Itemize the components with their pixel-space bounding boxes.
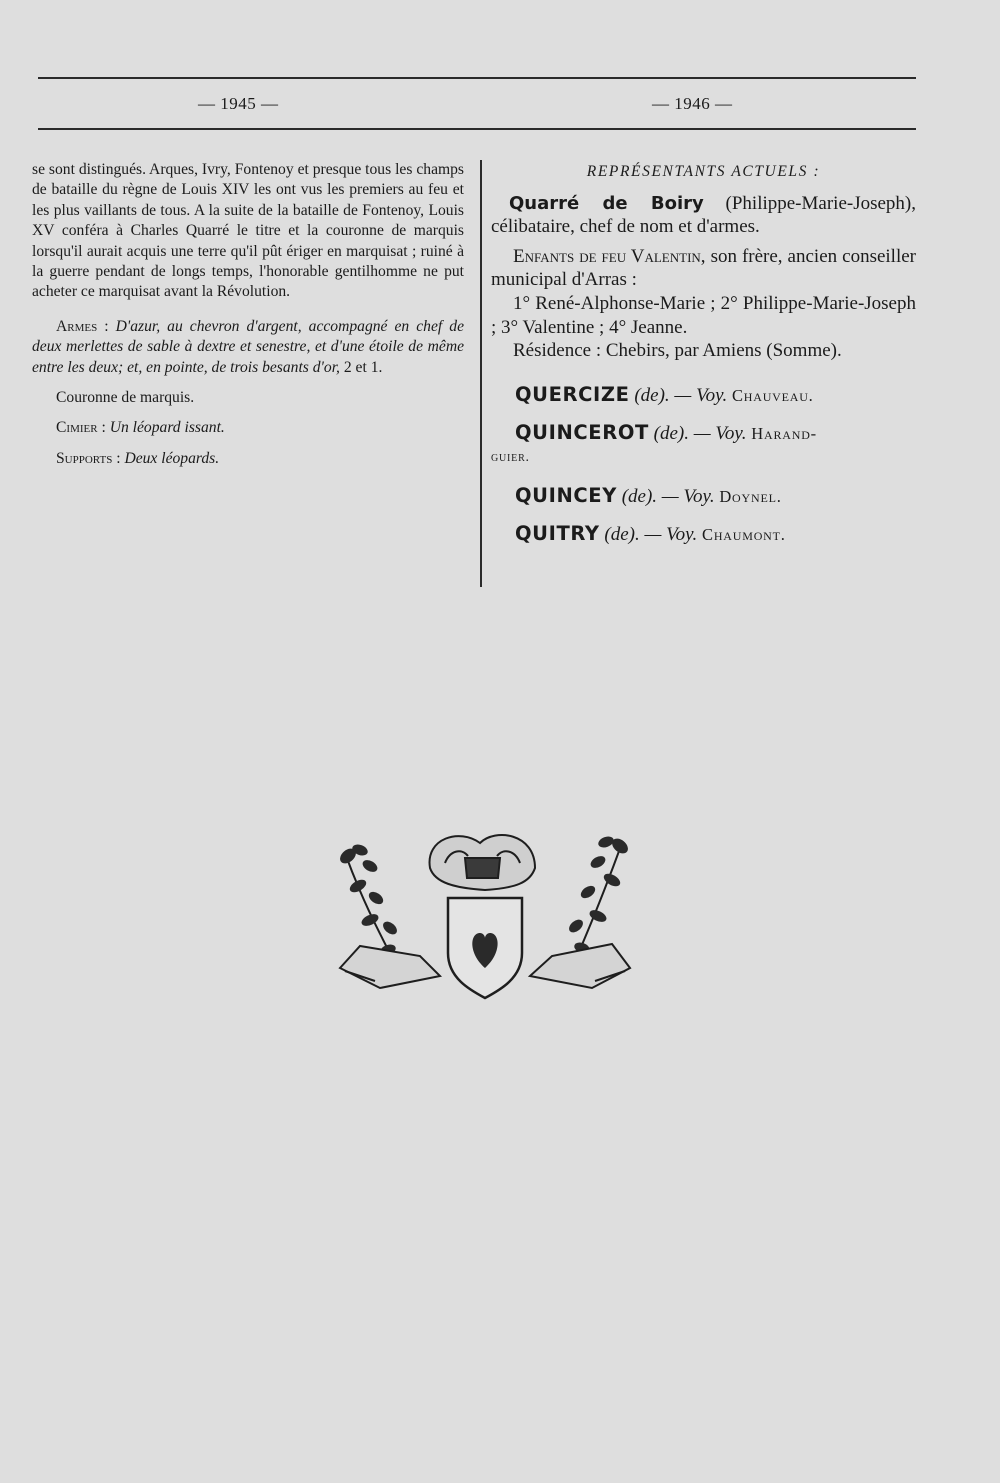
left-page-number: — 1945 —	[198, 94, 279, 113]
xref-quincey	[491, 484, 916, 509]
xref-quincerot-continuation: guier.	[491, 449, 530, 465]
column-divider	[480, 160, 482, 587]
armes-paragraph: Armes : D'azur, au chevron d'argent, accompagné en chef de deux merlettes de sable à dextre et senestre, et d'une étoile de même entre les deux; et, en pointe, de trois besants d'or, 2 et 1.	[32, 317, 464, 376]
children-entry	[491, 245, 916, 292]
xref-name: QUITRY	[515, 522, 600, 546]
xref-voy: — Voy.	[693, 423, 747, 445]
cimier-text: Un léopard issant.	[109, 419, 225, 437]
coat-of-arms-vignette	[330, 828, 640, 1008]
children-list: 1° René-Alphonse-Marie ; 2° Philippe-Marie-Joseph ; 3° Valentine ; 4° Jeanne.	[491, 292, 916, 338]
armes-blazon: D'azur, au chevron d'argent, accompagné en chef de deux merlettes de sable à dextre et senestre, et d'une étoile de même entre les deux; et, en pointe, de trois besants d'or,	[32, 317, 464, 376]
representatives-heading: REPRÉSENTANTS ACTUELS :	[586, 163, 821, 180]
header-rule-top	[38, 77, 916, 79]
xref-name: QUINCEROT	[515, 421, 649, 445]
right-leaves	[567, 835, 631, 956]
xref-target: Chaumont.	[702, 525, 786, 545]
xref-target: Doynel.	[719, 486, 782, 506]
xref-quitry	[491, 522, 916, 547]
supports-line: Supports : Deux léopards.	[56, 449, 220, 467]
xref-quercize	[491, 383, 916, 408]
cimier-label: Cimier	[56, 419, 98, 437]
supports-label: Supports	[56, 449, 113, 467]
children-intro: son frère, ancien conseiller municipal d'Arras :	[491, 245, 916, 291]
right-page-number: — 1946 —	[652, 94, 733, 113]
xref-quincerot	[491, 421, 916, 446]
armes-label: Armes	[56, 317, 98, 335]
header-rule-bottom	[38, 128, 916, 130]
children-label: Enfants de feu Valentin,	[513, 245, 706, 267]
representative-details: (Philippe-Marie-Joseph), célibataire, chef de nom et d'armes.	[491, 192, 916, 238]
representative-name: Quarré de Boiry	[509, 192, 704, 214]
left-column	[32, 160, 464, 469]
right-column	[491, 160, 916, 547]
couronne-line: Couronne de marquis.	[56, 389, 195, 407]
representative-entry	[491, 192, 916, 239]
residence-line: Résidence : Chebirs, par Amiens (Somme).	[513, 340, 842, 362]
xref-target: Harand-	[751, 424, 817, 444]
xref-voy: — Voy.	[674, 384, 728, 406]
xref-target: Chauveau.	[731, 385, 814, 405]
xref-particle: (de).	[634, 384, 670, 406]
xref-name: QUINCEY	[515, 483, 617, 507]
helmet-crest	[430, 835, 535, 890]
xref-name: QUERCIZE	[515, 382, 630, 406]
armes-numbers: 2 et 1.	[343, 358, 383, 376]
left-leaves	[337, 843, 399, 958]
cimier-line: Cimier : Un léopard issant.	[56, 419, 225, 437]
xref-particle: (de).	[621, 485, 658, 507]
left-scroll	[340, 946, 440, 988]
supports-text: Deux léopards.	[124, 449, 220, 467]
left-main-paragraph: se sont distingués. Arques, Ivry, Fontenoy et presque tous les champs de bataille du règne de Louis XIV les ont vus les premiers au feu et les plus vaillants de tous. A la suite de la bataille de Fontenoy, Louis XV conféra à Charles Quarré le titre et la couronne de marquis lorsqu'il aurait acquis une terre qu'il pût ériger en marquisat ; ruiné à la guerre pendant de longs temps, l'honorable gentilhomme ne put acheter ce marquisat avant la Révolution.	[32, 161, 464, 301]
xref-particle: (de).	[604, 524, 640, 546]
xref-voy: — Voy.	[661, 485, 715, 507]
right-scroll	[530, 944, 630, 988]
xref-voy: — Voy.	[644, 524, 698, 546]
xref-particle: (de).	[653, 423, 690, 445]
